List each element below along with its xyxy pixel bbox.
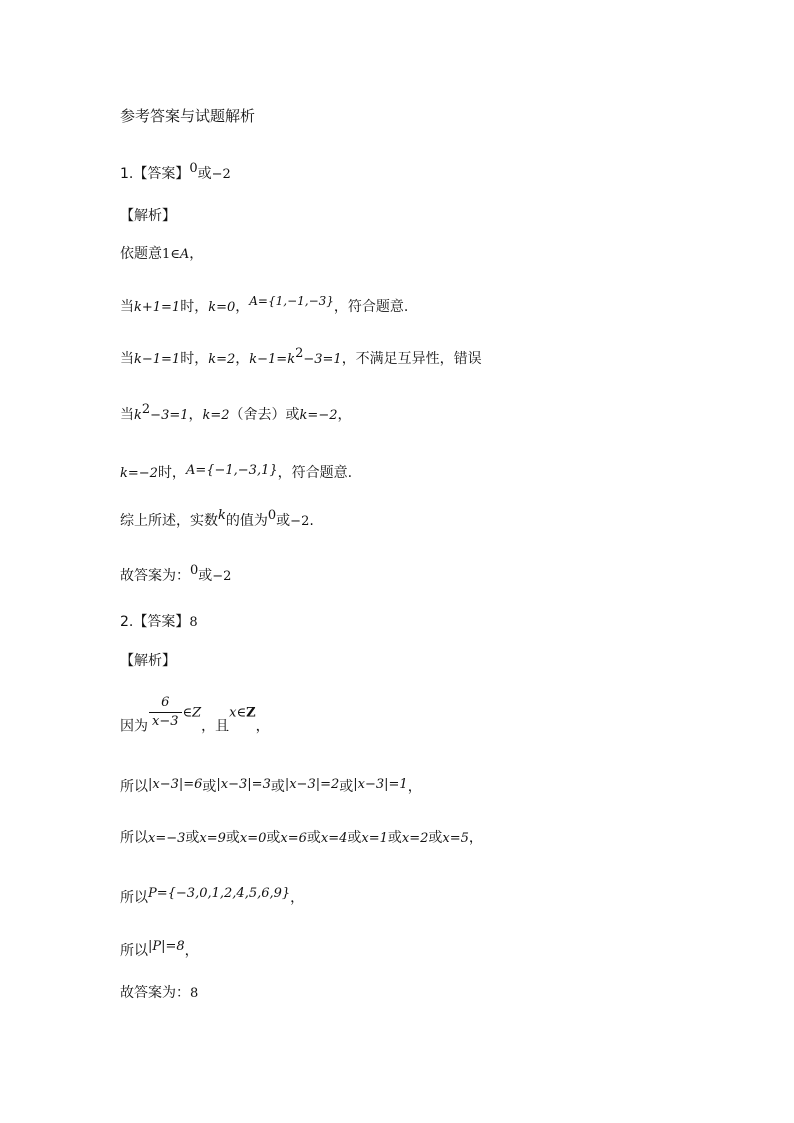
q1-l4-math-1: k [134,408,142,423]
q2-l3-a: 所以 [120,830,148,846]
q2-l4-math-1: P={−3,0,1,2,4,5,6,9} [148,886,291,901]
q1-l6-c: 或 [276,513,291,529]
q2-l3-math-5: x=4 [320,831,348,846]
q1-or: 或 [197,166,212,182]
q1-line-6 [120,508,314,532]
q2-l3-or1: 或 [185,830,200,846]
q1-l3-b: 时， [180,351,209,367]
q1-l2-a: 当 [120,299,134,315]
q2-l3-math-2: x=9 [199,831,226,846]
q2-l6-a: 故答案为： [120,985,190,1001]
q2-l2-end: ， [407,779,422,795]
q2-l2-or1: 或 [202,779,217,795]
q2-l3-or3: 或 [266,830,281,846]
q2-l2-math-1: |x−3|=6 [148,777,203,792]
q1-analysis-label: 【解析】 [120,208,176,224]
q1-l3-d: ，不满足互异性，错误 [341,351,482,367]
q1-l5-math-1: k=−2 [120,466,158,481]
q1-l5-b: ，符合题意. [277,465,353,481]
q2-line-1 [120,694,270,745]
q2-header: 2.【答案】 [120,614,190,630]
q1-l4-d: ， [337,407,352,423]
q2-l4-a: 所以 [120,890,148,906]
q1-l2-math-1: k+1=1 [134,300,181,315]
q1-l6-var: k [218,508,226,523]
q2-l5-math-1: |P|=8 [148,939,185,954]
q1-l6-a: 综上所述，实数 [120,513,218,529]
q1-l1-math: 1∈ [162,247,180,262]
q1-l3-c: ， [235,351,250,367]
q1-l4-c: （舍去）或 [229,407,300,423]
q2-l1-bold: Z [246,705,256,721]
q1-l2-d: ，符合题意. [333,299,409,315]
q2-l3-math-3: x=0 [239,831,267,846]
q1-l7-a: 故答案为： [120,568,190,584]
q2-l2-math-4: |x−3|=1 [353,777,408,792]
q2-l2-or3: 或 [339,779,354,795]
q2-l2-a: 所以 [120,779,148,795]
q1-l4-b: ， [188,407,203,423]
q2-l6-value: 8 [190,986,199,1001]
q2-l1-b: ，且 [201,718,230,735]
q2-l3-math-6: x=1 [361,831,388,846]
q2-l1-math-1: ∈ [182,705,193,721]
q2-l3-math-1: x=−3 [148,831,186,846]
q2-l1-c: ， [255,718,270,735]
q1-l7-math-1: 0 [190,563,199,578]
q1-l3-math-3: k−1=k [249,352,296,367]
q2-l3-end: ， [468,830,483,846]
q2-answer-line [120,612,198,633]
q1-l1-text: 依题意 [120,246,162,262]
q2-l2-math-2: |x−3|=3 [216,777,271,792]
q2-analysis-label: 【解析】 [120,653,176,669]
q1-l6-math-2: −2 [290,514,310,529]
q2-l3-or7: 或 [428,830,443,846]
q2-l3-math-8: x=5 [442,831,469,846]
q2-l1-var: Z [192,705,202,721]
q1-answer-line [120,161,231,185]
q2-l3-math-7: x=2 [401,831,429,846]
q1-header: 1.【答案】 [120,166,190,182]
q2-l1-a: 因为 [120,718,148,735]
q2-fraction [149,694,182,731]
q1-line-5 [120,461,352,484]
q2-l3-math-4: x=6 [280,831,307,846]
q1-l6-b: 的值为 [225,513,268,529]
q1-answer-value-1: 0 [189,161,198,176]
q1-l1-var: A [179,247,190,262]
q1-l4-sup: 2 [141,402,151,417]
q1-l3-a: 当 [120,351,134,367]
q1-l3-sup: 2 [295,346,304,361]
q1-l5-math-2: A={−1,−3,1} [185,463,278,478]
q1-l4-math-4: k=−2 [299,408,338,423]
q1-l2-c: ， [235,299,250,315]
q1-l7-math-2: −2 [212,569,232,584]
q1-l2-math-3: A={1,−1,−3} [249,294,334,308]
q2-l1-math-2: x∈ [229,705,247,721]
q2-fraction-numerator: 6 [149,694,182,713]
q1-l4-math-2: −3=1 [150,408,189,423]
q1-line-2 [120,294,409,318]
q1-line-7 [120,563,232,587]
q2-answer-value: 8 [189,615,198,630]
q1-l6-math-1: 0 [267,508,277,523]
q2-fraction-denominator: x−3 [152,714,179,729]
q2-l3-or5: 或 [347,830,362,846]
q2-line-2 [120,775,422,797]
q2-l5-a: 所以 [120,943,148,959]
q1-l7-b: 或 [198,568,213,584]
q2-l4-end: ， [290,890,305,906]
q1-line-4 [120,402,352,426]
q2-line-6 [120,983,198,1004]
q1-line-3 [120,346,482,370]
q2-line-5 [120,937,199,961]
q2-l3-or6: 或 [387,830,402,846]
q1-line-1 [120,244,203,265]
q1-l5-a: 时， [157,465,186,481]
q1-answer-value-2: −2 [211,167,231,182]
q2-l2-or2: 或 [270,779,285,795]
q1-l3-math-4: −3=1 [303,352,342,367]
q1-l3-math-2: k=2 [208,352,236,367]
q1-l4-math-3: k=2 [202,408,230,423]
q1-l6-d: . [309,513,314,529]
q2-line-4 [120,884,304,908]
q2-l5-end: ， [184,943,199,959]
page-title: 参考答案与试题解析 [120,107,256,125]
q2-l3-or2: 或 [225,830,240,846]
q2-line-3 [120,828,483,849]
q2-l3-or4: 或 [306,830,321,846]
q1-l1-tail: ， [189,246,204,262]
q1-l2-b: 时， [180,299,209,315]
q1-l3-math-1: k−1=1 [134,352,181,367]
q2-l2-math-3: |x−3|=2 [284,777,340,792]
q1-l2-math-2: k=0 [208,300,236,315]
q1-l4-a: 当 [120,407,134,423]
